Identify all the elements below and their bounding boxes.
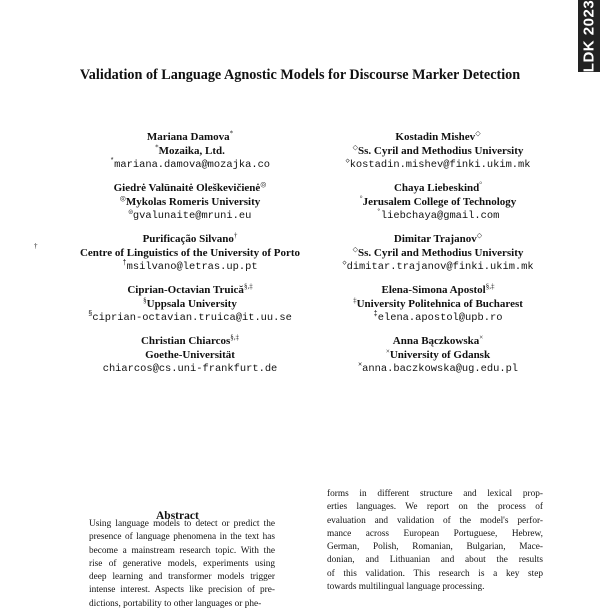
author-name-text: Chaya Liebeskind xyxy=(393,182,480,194)
author-marker: §,‡ xyxy=(230,333,240,342)
author-entry xyxy=(40,130,340,172)
author-affiliation xyxy=(40,297,340,311)
author-email xyxy=(318,362,558,376)
author-name-text: Elena-Simona Apostol xyxy=(381,284,486,296)
affiliation-text: University of Gdansk xyxy=(389,349,491,361)
author-affiliation xyxy=(318,195,558,209)
affiliation-marker: ◎ xyxy=(119,194,126,203)
author-affiliation xyxy=(40,144,340,158)
conference-label: LDK 2023 xyxy=(580,0,598,72)
abstract-line: deep learning and transformer models trigger xyxy=(89,572,275,583)
abstract-line: presence of language phenomena in the text has xyxy=(89,532,275,543)
author-affiliation xyxy=(40,195,340,209)
affiliation-marker: ‡ xyxy=(353,296,357,305)
email-text: mariana.damova@mozajka.co xyxy=(114,159,271,171)
conference-side-mark xyxy=(578,0,600,72)
author-affiliation xyxy=(318,144,558,158)
abstract-line: dictions, portability to other languages or phe- xyxy=(89,598,262,609)
affiliation-text: Ss. Cyril and Methodius University xyxy=(358,247,524,259)
affiliation-marker: × xyxy=(385,347,390,356)
author-email xyxy=(318,260,558,274)
email-marker: ° xyxy=(376,208,381,217)
author-marker: ◇ xyxy=(475,129,481,138)
abstract-line: become a mainstream research topic. With the xyxy=(89,545,275,556)
author-email xyxy=(40,260,340,274)
author-entry xyxy=(318,334,558,376)
email-marker: ◇ xyxy=(342,259,347,268)
email-text: liebchaya@gmail.com xyxy=(380,210,500,222)
author-name xyxy=(40,283,340,297)
email-text: chiarcos@cs.uni-frankfurt.de xyxy=(102,363,278,375)
author-name xyxy=(318,283,558,297)
author-entry xyxy=(318,181,558,223)
email-marker: † xyxy=(122,259,127,268)
author-name-text: Anna Bączkowska xyxy=(392,335,480,347)
author-name-text: Kostadin Mishev xyxy=(395,131,476,143)
abstract-body xyxy=(89,518,275,611)
abstract-continuation xyxy=(327,488,543,594)
author-marker: ° xyxy=(479,180,483,189)
email-text: elena.apostol@upb.ro xyxy=(377,312,503,324)
author-marker: ◎ xyxy=(260,180,267,189)
affiliation-text: Goethe-Universität xyxy=(145,349,235,361)
author-entry xyxy=(318,130,558,172)
author-email xyxy=(40,209,340,223)
email-marker: × xyxy=(357,361,363,370)
author-name xyxy=(318,181,558,195)
abstract-line: towards multilingual language processing. xyxy=(327,582,485,593)
affiliation-text: Uppsala University xyxy=(146,298,237,310)
author-email xyxy=(318,209,558,223)
email-text: kostadin.mishev@finki.ukim.mk xyxy=(349,159,531,171)
author-email xyxy=(40,362,340,376)
author-email xyxy=(40,158,340,172)
email-marker: * xyxy=(109,157,115,166)
email-text: anna.baczkowska@ug.edu.pl xyxy=(362,363,519,375)
email-marker: ‡ xyxy=(373,310,378,319)
email-marker: § xyxy=(88,310,93,319)
author-marker: ◇ xyxy=(476,231,483,240)
paper-title: Validation of Language Agnostic Models for Discourse Marker Detection xyxy=(79,67,521,83)
email-text: gvalunaite@mruni.eu xyxy=(132,210,252,222)
author-column-right xyxy=(318,130,558,385)
affiliation-text: Mozaika, Ltd. xyxy=(158,145,225,157)
author-name xyxy=(318,232,558,246)
abstract-line: intense interest. Aspects like precision of pre- xyxy=(89,585,275,596)
affiliation-text: Mykolas Romeris University xyxy=(125,196,261,208)
author-name xyxy=(40,334,340,348)
author-affiliation xyxy=(318,348,558,362)
author-name-text: Giedrė Valūnaitė Oleškevičienė xyxy=(113,182,261,194)
email-text: msilvano@letras.up.pt xyxy=(126,261,258,273)
author-marker: §,‡ xyxy=(243,282,253,291)
author-entry xyxy=(40,283,340,325)
author-entry xyxy=(40,181,340,223)
author-block xyxy=(0,130,600,430)
author-name-text: Purificação Silvano xyxy=(142,233,234,245)
affiliation-marker: * xyxy=(155,143,159,152)
author-marker: * xyxy=(229,129,234,138)
author-name xyxy=(40,232,340,246)
email-text: ciprian-octavian.truica@it.uu.se xyxy=(92,312,292,324)
email-text: dimitar.trajanov@finki.ukim.mk xyxy=(346,261,534,273)
author-entry xyxy=(40,334,340,376)
author-column-left xyxy=(34,129,340,385)
author-entry xyxy=(318,283,558,325)
abstract-line: donian, and Lithuanian and about the results xyxy=(327,555,543,566)
author-affiliation: † Centre of Linguistics of the University of Porto xyxy=(34,242,301,259)
abstract-line: erties languages. We report on the process of xyxy=(327,502,543,513)
author-marker: §,‡ xyxy=(485,282,495,291)
author-email xyxy=(40,311,340,325)
abstract-line: evaluation and validation of the model's perfor- xyxy=(327,515,543,526)
author-name xyxy=(318,334,558,348)
affiliation-text: Jerusalem College of Technology xyxy=(362,196,517,208)
abstract-line: of this validation. This research is a key step xyxy=(327,568,543,579)
abstract-heading: Abstract xyxy=(156,510,199,522)
affiliation-marker: ◇ xyxy=(352,143,359,152)
affiliation-marker: § xyxy=(143,296,147,305)
author-affiliation xyxy=(318,246,558,260)
author-name-text: Christian Chiarcos xyxy=(140,335,231,347)
affiliation-marker: ◇ xyxy=(352,245,359,254)
affiliation-text: University Politehnica of Bucharest xyxy=(356,298,523,310)
author-name-text: Ciprian-Octavian Truică xyxy=(127,284,244,296)
author-affiliation xyxy=(40,348,340,362)
email-marker: ◇ xyxy=(345,157,350,166)
affiliation-marker: ° xyxy=(359,194,363,203)
abstract-line: German, Polish, Romanian, Bulgarian, Mace- xyxy=(327,542,543,553)
author-marker: × xyxy=(479,333,484,342)
affiliation-text: Ss. Cyril and Methodius University xyxy=(358,145,524,157)
author-name xyxy=(318,130,558,144)
abstract-line: forms in different structure and lexical prop- xyxy=(327,489,543,499)
author-name-text: Mariana Damova xyxy=(146,131,230,143)
author-entry xyxy=(34,231,340,274)
author-entry xyxy=(318,232,558,274)
author-email xyxy=(318,311,558,325)
abstract-line: Using language models to detect or predict the xyxy=(89,519,275,529)
author-marker: † xyxy=(233,231,238,240)
email-marker: ◎ xyxy=(128,208,133,217)
author-name xyxy=(40,130,340,144)
author-name-text: Dimitar Trajanov xyxy=(393,233,477,245)
author-affiliation xyxy=(318,297,558,311)
abstract-line: mance across European Portuguese, Hebrew, xyxy=(327,528,543,539)
affiliation-text: Centre of Linguistics of the University of Porto xyxy=(79,247,301,259)
abstract-line: rise of generative models, experiments using xyxy=(89,558,275,569)
author-name xyxy=(40,181,340,195)
author-email xyxy=(318,158,558,172)
